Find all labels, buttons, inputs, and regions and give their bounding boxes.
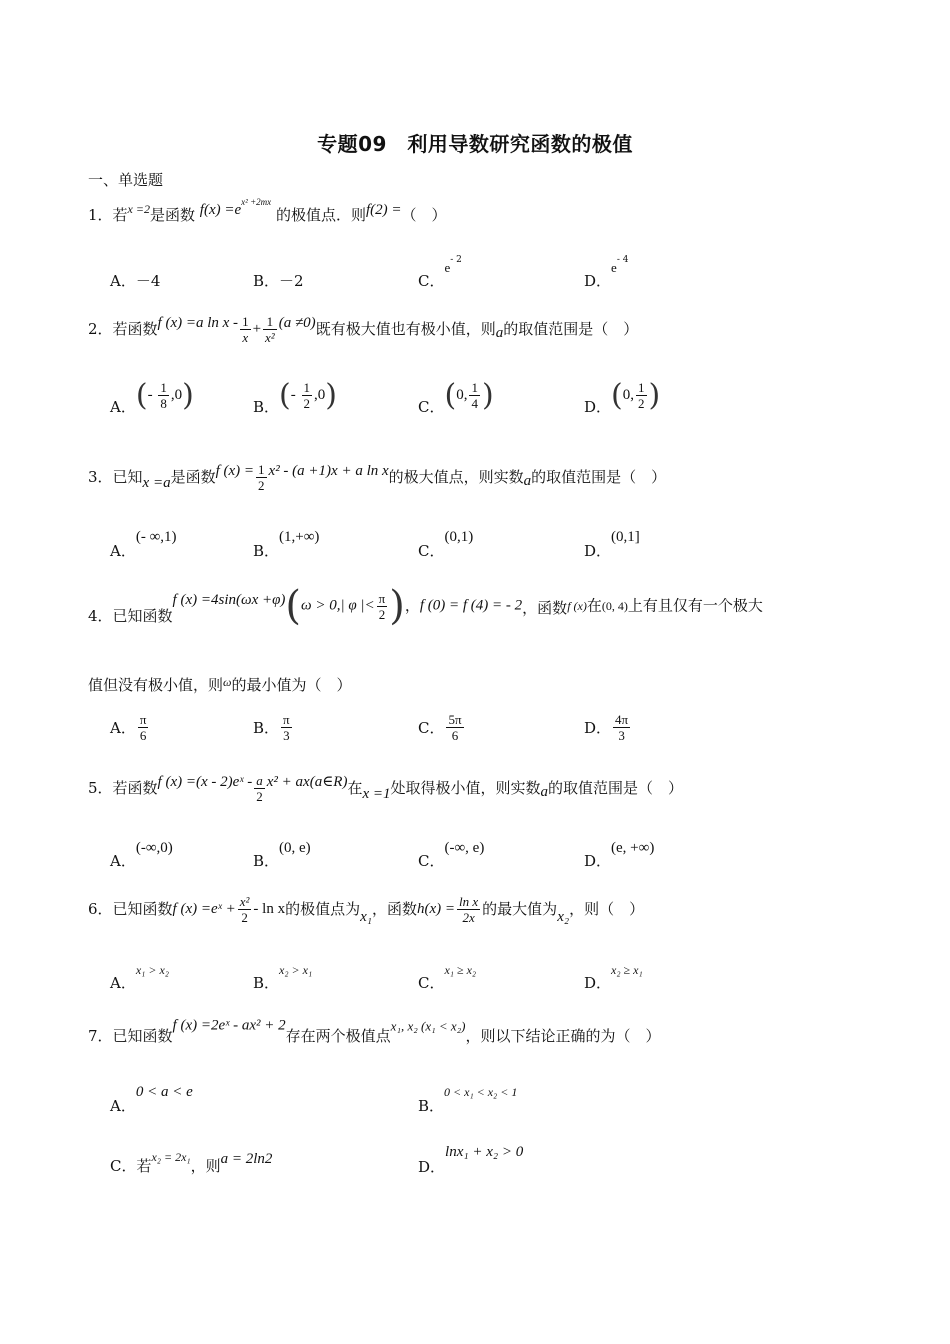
q2-fraction-1: $\frac{1}{x}$	[242, 314, 249, 345]
q5-fraction: $\frac{a}{2}$	[256, 773, 263, 804]
q6-fraction-2: $\frac{\text{ln x}}{2x}$	[459, 894, 479, 925]
q6-option-b[interactable]: B．x₂ > x₁	[253, 963, 313, 992]
q2-fraction-2: $\frac{1}{\text{x²}}$	[265, 314, 275, 345]
q1-option-c[interactable]: C．$e^{- 2}$	[418, 255, 462, 290]
q7-option-a[interactable]: A．0 < a < e	[110, 1084, 193, 1115]
question-6: 6．已知函数f (x) =eˣ + $\frac{\text{x²}}{2}$ - ln x的极值点为x₁，函数h(x) = $\frac{\text{ln x}}{2x}$ 的最大值为x₂，则（ ）	[88, 894, 645, 925]
q1-paren: （ ）	[401, 206, 447, 224]
q6-option-c[interactable]: C．x₁ ≥ x₂	[418, 963, 477, 992]
q4-fraction: $\frac{\pi}{2}$	[378, 590, 386, 622]
q3-option-b[interactable]: B．(1,+∞)	[253, 529, 320, 560]
q2-option-b[interactable]: B．(- $\frac{1}{2}$ ,0)	[253, 378, 337, 416]
q3-option-d[interactable]: D．(0,1]	[584, 529, 640, 560]
q6-fraction-1: $\frac{\text{x²}}{2}$	[239, 894, 250, 925]
q2-option-a[interactable]: A．(- $\frac{1}{8}$ ,0)	[110, 378, 194, 416]
question-1	[88, 197, 447, 224]
q1-option-b[interactable]: B．－2	[253, 272, 304, 290]
q1-condition: x =2	[127, 202, 150, 216]
q7-option-d[interactable]: D．lnx₁ + x₂ > 0	[418, 1144, 524, 1176]
q1-ask: f(2) =	[365, 202, 402, 218]
q4-option-a[interactable]: A． $\frac{\pi}{6}$	[110, 712, 147, 743]
page-title: 专题09 利用导数研究函数的极值	[317, 132, 633, 156]
q1-stem-c: 的极值点．则	[275, 206, 366, 224]
question-4-line-2: 值但没有极小值，则$^\omega$的最小值为（ ）	[88, 675, 352, 694]
q4-option-c[interactable]: C． $\frac{5\pi}{6}$	[418, 712, 462, 743]
question-3: 3．已知x =a是函数f (x) = $\frac{1}{2}$ x² - (a +1)x + a ln x的极大值点，则实数a的取值范围是（ ）	[88, 462, 667, 493]
question-2: 2．若函数f (x) =a ln x - $\frac{1}{x}$ + $\frac{1}{\text{x²}}$ (a ≠0)既有极大值也有极小值，则a的取值范围是（ ）	[88, 314, 639, 345]
q1-stem-a: 1．若	[88, 206, 128, 224]
q5-option-a[interactable]: A．(-∞,0)	[110, 840, 173, 870]
q6-option-a[interactable]: A．x₁ > x₂	[110, 963, 169, 992]
question-5: 5．若函数f (x) =(x - 2)eˣ - $\frac{a}{2}$ x² + ax(a∈R)在x =1处取得极小值，则实数a的取值范围是（ ）	[88, 773, 684, 804]
q1-option-a[interactable]: A．－4	[110, 272, 161, 290]
q5-option-d[interactable]: D．(e, +∞)	[584, 840, 655, 870]
question-7: 7．已知函数f (x) =2eˣ - ax² + 2存在两个极值点x₁, x₂ (x₁ < x₂)，则以下结论正确的为（ ）	[88, 1017, 661, 1045]
q3-option-a[interactable]: A．(- ∞,1)	[110, 529, 177, 560]
q1-stem-b: 是函数	[149, 206, 195, 224]
q4-option-d[interactable]: D． $\frac{4\pi}{3}$	[584, 712, 629, 743]
q7-option-c[interactable]: C．若x₂ = 2x₁，则a = 2ln2	[110, 1150, 273, 1175]
q4-option-b[interactable]: B． $\frac{\pi}{3}$	[253, 712, 290, 743]
q1-function: $f(x) =e^{x^2 +2mx}$	[199, 197, 272, 218]
q2-function-a: f (x) =a ln x -	[157, 315, 239, 331]
q6-option-d[interactable]: D．x₂ ≥ x₁	[584, 963, 643, 992]
q3-fraction: $\frac{1}{2}$	[258, 462, 265, 493]
q5-option-b[interactable]: B．(0, e)	[253, 840, 311, 870]
q2-option-d[interactable]: D．(0, $\frac{1}{2}$ )	[584, 378, 661, 416]
q1-option-d[interactable]: D．$e^{- 4}$	[584, 255, 629, 290]
q3-option-c[interactable]: C．(0,1)	[418, 529, 474, 560]
section-heading: 一、单选题	[88, 171, 164, 189]
q2-option-c[interactable]: C．(0, $\frac{1}{4}$ )	[418, 378, 494, 416]
question-4: 4．已知函数f (x) =4sin(ωx +φ)(ω > 0,| φ |< $\frac{\pi}{2}$ )，f (0) = f (4) = - 2，函数f (x)在(0, 4)上有且仅有一个极大	[88, 583, 763, 629]
q5-option-c[interactable]: C．(-∞, e)	[418, 840, 485, 870]
q7-option-b[interactable]: B．0 < x₁ < x₂ < 1	[418, 1085, 518, 1115]
